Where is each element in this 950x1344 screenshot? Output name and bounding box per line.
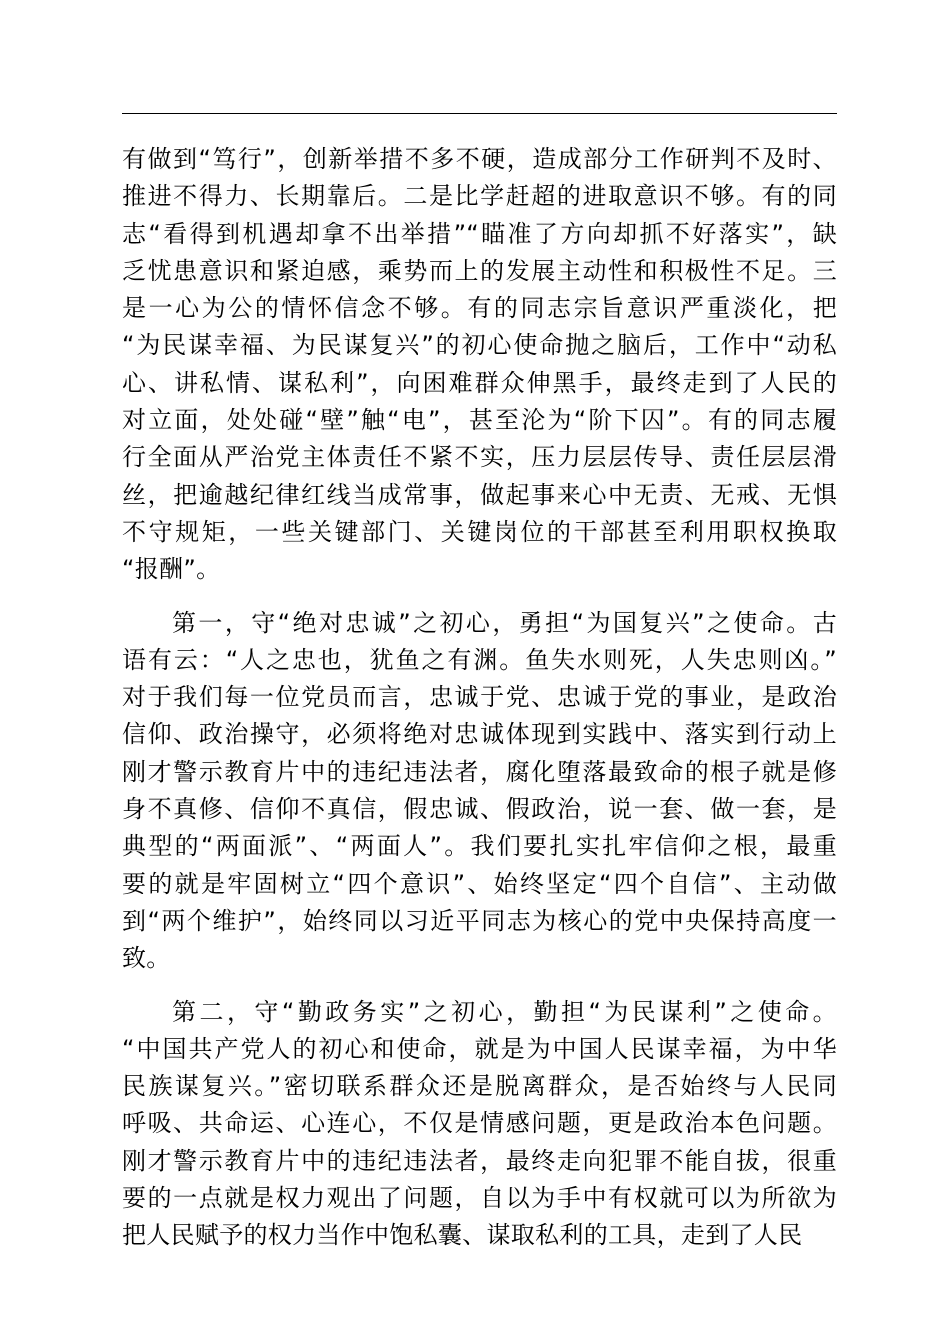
text-line: 第二，守“勤政务实”之初心，勤担“为民谋利”之使命。 xyxy=(172,997,837,1026)
text-line: 第一，守“绝对忠诚”之初心，勇担“为国复兴”之使命。古 xyxy=(172,608,837,637)
text-line: 信仰、政治操守，必须将绝对忠诚体现到实践中、落实到行动上 xyxy=(122,720,837,749)
header-rule xyxy=(122,113,837,114)
text-line: 呼吸、共命运、心连心，不仅是情感问题，更是政治本色问题。 xyxy=(122,1109,837,1138)
text-line: 到“两个维护”，始终同以习近平同志为核心的党中央保持高度一 xyxy=(122,906,837,935)
text-line: 对于我们每一位党员而言，忠诚于党、忠诚于党的事业，是政治 xyxy=(122,683,837,712)
text-line: 民族谋复兴。”密切联系群众还是脱离群众，是否始终与人民同 xyxy=(122,1072,837,1101)
text-line: 行全面从严治党主体责任不紧不实，压力层层传导、责任层层滑 xyxy=(122,443,837,472)
text-line: 丝，把逾越纪律红线当成常事，做起事来心中无责、无戒、无惧 xyxy=(122,480,837,509)
text-line: “中国共产党人的初心和使命，就是为中国人民谋幸福，为中华 xyxy=(122,1034,837,1063)
paragraph xyxy=(122,605,837,978)
text-line: “报酬”。 xyxy=(122,555,221,584)
text-line: 是一心为公的情怀信念不够。有的同志宗旨意识严重淡化，把 xyxy=(122,294,837,323)
text-line: 推进不得力、长期靠后。二是比学赶超的进取意识不够。有的同 xyxy=(122,182,837,211)
text-line: 志“看得到机遇却拿不出举措”“瞄准了方向却抓不好落实”，缺 xyxy=(122,219,837,248)
text-line: 有做到“笃行”，创新举措不多不硬，造成部分工作研判不及时、 xyxy=(122,145,837,173)
text-line: 对立面，处处碰“壁”触“电”，甚至沦为“阶下囚”。有的同志履 xyxy=(122,406,837,435)
text-line: 乏忧患意识和紧迫感，乘势而上的发展主动性和积极性不足。三 xyxy=(122,256,837,285)
text-line: 要的一点就是权力观出了问题，自以为手中有权就可以为所欲为 xyxy=(122,1184,837,1213)
text-line: 刚才警示教育片中的违纪违法者，最终走向犯罪不能自拔，很重 xyxy=(122,1146,837,1175)
text-line: 把人民赋予的权力当作中饱私囊、谋取私利的工具，走到了人民 xyxy=(122,1221,803,1250)
text-line: 心、讲私情、谋私利”，向困难群众伸黑手，最终走到了人民的 xyxy=(122,368,837,397)
document-body xyxy=(122,141,837,1271)
text-line: 刚才警示教育片中的违纪违法者，腐化堕落最致命的根子就是修 xyxy=(122,757,837,786)
text-line: 不守规矩，一些关键部门、关键岗位的干部甚至利用职权换取 xyxy=(122,517,837,546)
text-line: 语有云：“人之忠也，犹鱼之有渊。鱼失水则死，人失忠则凶。” xyxy=(122,645,837,674)
text-line: 致。 xyxy=(122,944,171,973)
paragraph xyxy=(122,994,837,1255)
text-line: 身不真修、信仰不真信，假忠诚、假政治，说一套、做一套，是 xyxy=(122,795,837,824)
paragraph xyxy=(122,141,837,589)
text-line: 要的就是牢固树立“四个意识”、始终坚定“四个自信”、主动做 xyxy=(122,869,837,898)
text-line: “为民谋幸福、为民谋复兴”的初心使命抛之脑后，工作中“动私 xyxy=(122,331,837,360)
text-line: 典型的“两面派”、“两面人”。我们要扎实扎牢信仰之根，最重 xyxy=(122,832,837,861)
